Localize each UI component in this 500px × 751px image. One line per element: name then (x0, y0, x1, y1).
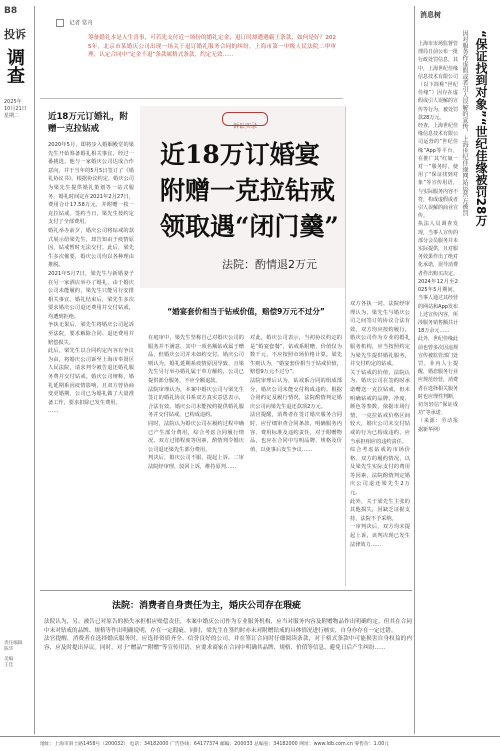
issue-weekday: 星期二 (4, 113, 20, 119)
summary-title: 近18万元订婚礼，附赠一克拉钻戒 (48, 112, 128, 134)
issue-date: 10月21日 (4, 106, 27, 112)
section-label-2: 调查 (4, 48, 25, 84)
sidebar-subhead: 因对服务作虚假或者引人误解的宣传，上海世纪佳缘网站运营方被罚 (461, 30, 468, 216)
banner-headline-1: 近18万订婚宴 (160, 140, 320, 169)
footer-line: 地址：上海市斜土路1458号（200032） 电话：34182000 广告热线：64177374 邮编：200033 总编室：34182000 网址：www.ldb.com.cn 零售价：1.00元 (40, 742, 390, 747)
mid-column-2: 对此，婚庆公司表示，当初协议约定的是“婚宴套餐”，钻戒系附赠，价值仅为数千元，不应按照市场价格计算。梁先生则认为，“婚宴套价相当于钻戒价值，赔偿9万元不过分”。 法院审理后认为，钻戒系合同的组成部分，婚庆公司未能交付构成违约。根据合同约定及履行情况，法院酌情判定婚庆公司向梁先生退还款项2万元。 法官提醒，消费者在签订婚庆服务合同时，应仔细审查合同条款，明确服务内容、费用标准及违约责任，对于附赠物品，也应在合同中写明品牌、规格及价值，以免事后发生争议…… (250, 335, 342, 453)
intro-divider (40, 98, 343, 99)
bottom-divider (40, 590, 412, 591)
issue-year: 2025年 (4, 99, 22, 105)
banner-headline-3: 领取遇“闭门羹” (160, 212, 339, 241)
sidebar-divider (414, 6, 415, 734)
byline (56, 12, 116, 27)
page-number: B8 (4, 6, 18, 16)
bottom-title: 法院：消费者自身责任为主，婚庆公司存在瑕疵 (112, 601, 302, 611)
section-label-1: 投诉 (4, 28, 26, 41)
intro-paragraph: 筹备婚礼本是人生喜事，可若先支付近一场份的婚礼定金，退订时却遭遇霸王条款，如何是好？2025年，北京市某婚庆公司出现一场关于退订婚礼服务合同的纠纷，上海市第一中级人民法院二审审理，认定合同中“定金不退”条款属格式条款，约定无效…… (88, 35, 336, 59)
footer-editor-name: 陈华 (4, 647, 14, 652)
footer-designer-name: 王佳 (4, 663, 14, 668)
bottom-body: 法院认为，另，被告已对原告的损失承担相应赔偿责任，本案中婚庆公司作为专业服务机构，应当对服务内容及附赠物品作出明确约定，但其在合同中未对钻戒的品牌、规格等作出明确说明，存在一定瑕疵。同时，梁先生在签约时亦未对附赠钻戒的具体情况进行核实，自身亦存在一定过错。 法官提醒，消费者在选择婚庆服务时，应选择资质齐全、信誉良好的公司，并在签订合同时仔细阅读条款，对于格式条款中可能损害自身权益的内容，应及时提出异议。同时，对于“赠品”“附赠”等宣传用语，应要求商家在合同中明确其品牌、规格、价值等信息，避免日后产生纠纷…… (44, 619, 412, 651)
sidebar-headline: “保证找到对象”“世纪佳缘被罚28万 (474, 30, 488, 227)
byline-icon (56, 19, 64, 27)
footer-divider (0, 736, 500, 737)
footer-editor-block (4, 640, 32, 668)
byline-text: 记者 常舟 (69, 20, 93, 27)
mid-column-1: 在庭审中，梁先生坚称自己对婚庆公司的服务并不满意，其中一项名额钻戒属于赠品，但婚庆公司并未如约交付。婚庆公司则认为，婚礼延期系疫情原因导致，且梁先生另行举办婚礼属于单方解约，公司已提供部分服务，不应全额退款。 法院审理认为，本案中婚庆公司与梁先生签订的婚礼协议书系双方真实意思表示，合法有效。婚庆公司未能按约提供婚礼服务并交付钻戒，已构成违约。 同时，法院认为婚庆公司在履约过程中确已产生部分费用，综合考虑合同履行情况、双方过错程度等因素，酌情判令婚庆公司退还梁先生部分费用。 判决后，婚庆公司不服，提起上诉。二审法院经审理，驳回上诉，维持原判…… (148, 335, 244, 470)
banner-headline-2: 附赠一克拉钻戒 (160, 176, 336, 205)
banner-tag (222, 112, 268, 130)
banner-tag-label: 诉讼实录 (232, 123, 257, 130)
sub-title: “婚宴套价相当于钻戒价值，赔偿9万元不过分” (167, 307, 325, 316)
masthead-divider (34, 6, 35, 734)
column-divider (345, 106, 346, 586)
masthead (4, 6, 32, 146)
feature-banner (140, 106, 346, 288)
summary-body: 2020年5月，即将步入婚姻殿堂的梁先生开始筹备婚礼相关事宜。经过一番挑选，他与一家婚庆公司达成合作意向，并于当年的5月5日签订了《婚礼协议书》。根据协议约定，婚庆公司为梁先生提供婚礼策划等一站式服务，婚礼时间定在2021年2月27日，费用合计17.58万元，并附赠一枚一克拉钻戒。签约当日，梁先生按约定支付了全部费用。 婚礼举办前夕，婚庆公司将钻戒的款式展示给梁先生，却告知由于疫情原因，钻戒暂时无法交付。此后，梁先生多次催要，婚庆公司均以各种理由推脱。 2021年5月7日，梁先生与新婚妻子在另一家酒店举办了婚礼，由于婚庆公司未能履约，梁先生只能另行安排相关事宜。婚礼结束后，梁先生多次要求婚庆公司退还费用并交付钻戒，均遭到拒绝。 争执无果后，梁先生将婚庆公司起诉至法院，要求解除合同、退还费用并赔偿损失。 此后，梁先生以合同约定内容有争议为由，将婚庆公司诉至上海市奉贤区人民法院，请求判令被告退还婚礼服务费并交付钻戒。婚庆公司辩称，婚礼延期系因疫情影响，且双方曾协商变更婚期，公司已为婚礼做了大量准备工作，要求扣除已发生费用。 …… (48, 142, 134, 415)
sidebar-body: 上海市市场监督管理局日前公布一批行政处罚信息，其中，上海世纪佳缘信息技术有限公司（以下简称“世纪佳缘”）因存在虚假或引人误解的宣传等行为，被处罚款28万元。 经查，上海世纪佳缘信息技术有限公司运营的“世纪佳缘”App等平台，在推广其“红娘一对一”服务时，使用了“保证找到对象”等宣传用语，与实际服务内容不符，构成虚假或者引人误解的商业宣传。 执法人员调查发现，当事人宣传的部分会员服务并未实际提供，且对服务效果作出了绝对化承诺，误导消费者作出购买决定。 2024年12月至2025年5月期间，当事人通过其经营的网站和App发布上述宣传内容，所涉服务销售额共计18万余元…… 此外，世纪佳缘此前也曾多次因违规宣传被监管部门处罚。业内人士提醒，婚恋服务行业应规范经营，消费者在选择相关服务时也应理性判断，切勿轻信“保证成功”等承诺。 （来源：劳动报 据新华网） (418, 41, 459, 433)
banner-credit: 法院：酌情退2万元 (222, 258, 317, 271)
sidebar-section-label: 消息树 (420, 11, 441, 19)
footer-editor-label: 责任编辑 (4, 641, 23, 646)
footer-designer-label: 美编 (4, 657, 14, 662)
right-column: 双方各执一词。法院经审理认为，梁先生与婚庆公司之间签订的协议合法有效，双方均应按约履行。婚庆公司作为专业的婚礼服务机构，应当按照约定为梁先生提供婚礼服务，并交付约定的钻戒。 关于钻戒的价值，法院认为，婚庆公司在签约时承诺赠送一克拉钻戒，但未明确钻戒的品牌、净度、颜色等参数，依据市场行情，一克拉钻戒价格区间较大，婚庆公司未交付钻戒的行为已构成违约，应当承担相应的违约责任。 综合考虑钻戒的市场价格、双方的履约情况，以及梁先生实际支付的费用等因素，法院酌情判定婚庆公司退还梁先生2万元。 此外，关于梁先生主张的其他损失，因缺乏证据支持，法院不予采纳。 一审判决后，双方均未提起上诉，该判决现已发生法律效力…… (350, 301, 410, 548)
